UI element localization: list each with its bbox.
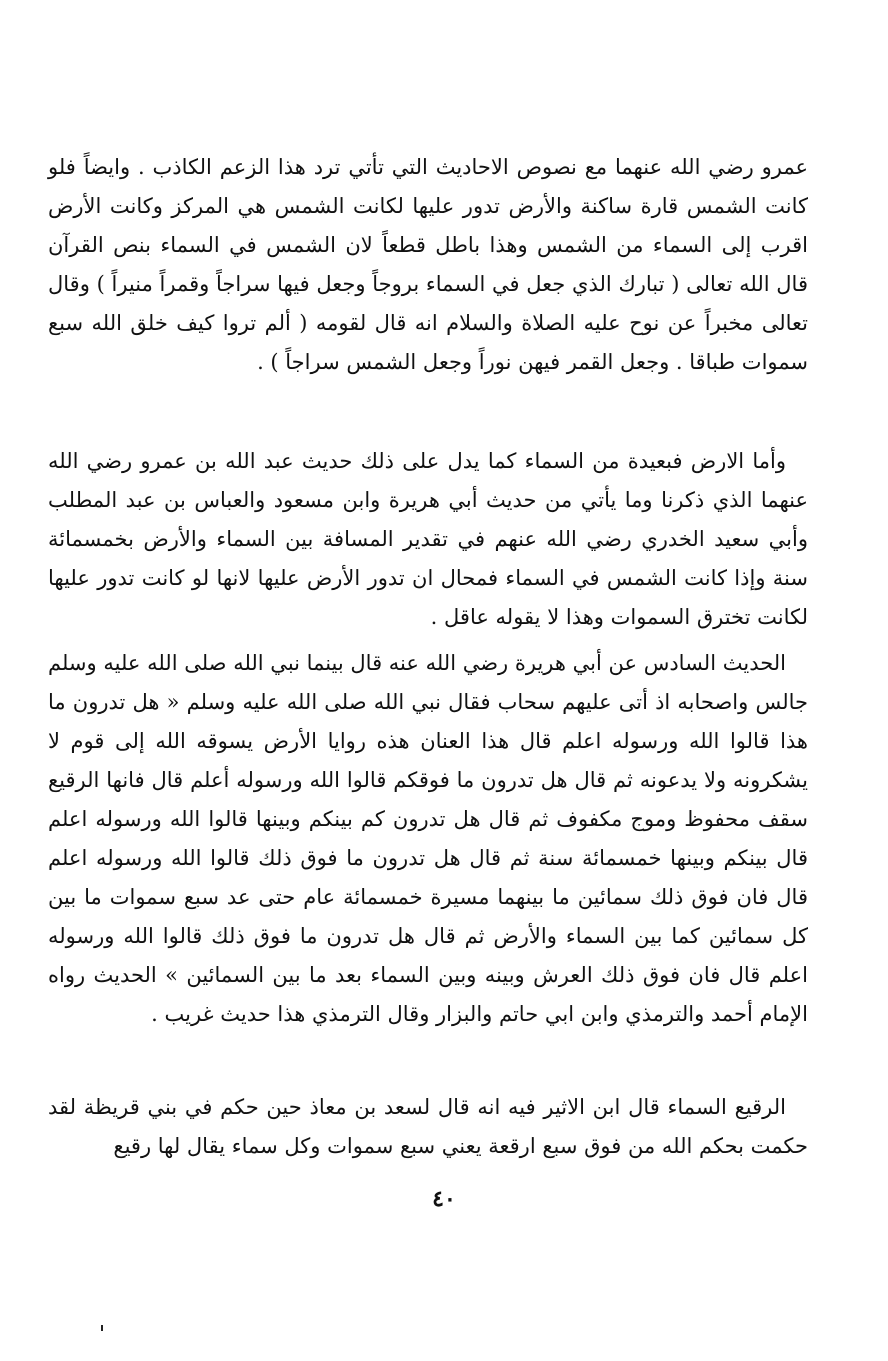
page-number: ٤٠ [432, 1186, 456, 1212]
paragraph-4-text: الرقيع السماء قال ابن الاثير فيه انه قال لسعد بن معاذ حين حكم في بني قريظة لقد حكمت بحكم الله من فوق سبع ارقعة يعني سبع سموات وكل سماء يقال لها رقيع [48, 1095, 808, 1158]
paragraph-3-text: الحديث السادس عن أبي هريرة رضي الله عنه قال بينما نبي الله صلى الله عليه وسلم جالس واصحابه اذ أتى عليهم سحاب فقال نبي الله صلى الله عليه وسلم « هل تدرون ما هذا قالوا الله ورسوله اعلم قال هذا العنان هذه روايا الأرض يسوقه الله إلى قوم لا يشكرونه ولا يدعونه ثم قال هل تدرون ما فوقكم قالوا الله ورسوله أعلم قال فانها الرقيع سقف محفوظ وموج مكفوف ثم قال هل تدرون كم بينكم وبينها قالوا الله ورسوله اعلم قال بينكم وبينها خمسمائة سنة ثم قال هل تدرون ما فوق ذلك قالوا الله ورسوله اعلم قال فان فوق ذلك سمائين ما بينهما مسيرة خمسمائة عام حتى عد سبع سموات ما بين كل سمائين كما بين السماء والأرض ثم قال هل تدرون ما فوق ذلك قالوا الله ورسوله اعلم قال فان فوق ذلك العرش وبينه وبين السماء بعد ما بين السمائين » الحديث رواه الإمام أحمد والترمذي وابن ابي حاتم والبزار وقال الترمذي هذا حديث غريب . [48, 651, 808, 1026]
paragraph-2-text: وأما الارض فبعيدة من السماء كما يدل على ذلك حديث عبد الله بن عمرو رضي الله عنهما الذي ذكرنا وما يأتي من حديث أبي هريرة وابن مسعود والعباس بن عبد المطلب وأبي سعيد الخدري رضي الله عنهم في تقدير المسافة بين السماء والأرض بخمسمائة سنة وإذا كانت الشمس في السماء فمحال ان تدور الأرض عليها لانها لو كانت تدور عليها لكانت تخترق السموات وهذا لا يقوله عاقل . [48, 449, 808, 629]
scan-speck [101, 1325, 103, 1331]
paragraph-1 [48, 148, 808, 382]
paragraph-4 [48, 1088, 808, 1166]
paragraph-2 [48, 442, 808, 637]
paragraph-3 [48, 644, 808, 1034]
paragraph-1-text: عمرو رضي الله عنهما مع نصوص الاحاديث التي تأتي ترد هذا الزعم الكاذب . وايضاً فلو كانت الشمس قارة ساكنة والأرض تدور عليها لكانت الشمس هي المركز وكانت الأرض اقرب إلى السماء من الشمس وهذا باطل قطعاً لان الشمس في السماء بنص القرآن قال الله تعالى ( تبارك الذي جعل في السماء بروجاً وجعل فيها سراجاً وقمراً منيراً ) وقال تعالى مخبراً عن نوح عليه الصلاة والسلام انه قال لقومه ( ألم تروا كيف خلق الله سبع سموات طباقا . وجعل القمر فيهن نوراً وجعل الشمس سراجاً ) . [48, 155, 808, 374]
